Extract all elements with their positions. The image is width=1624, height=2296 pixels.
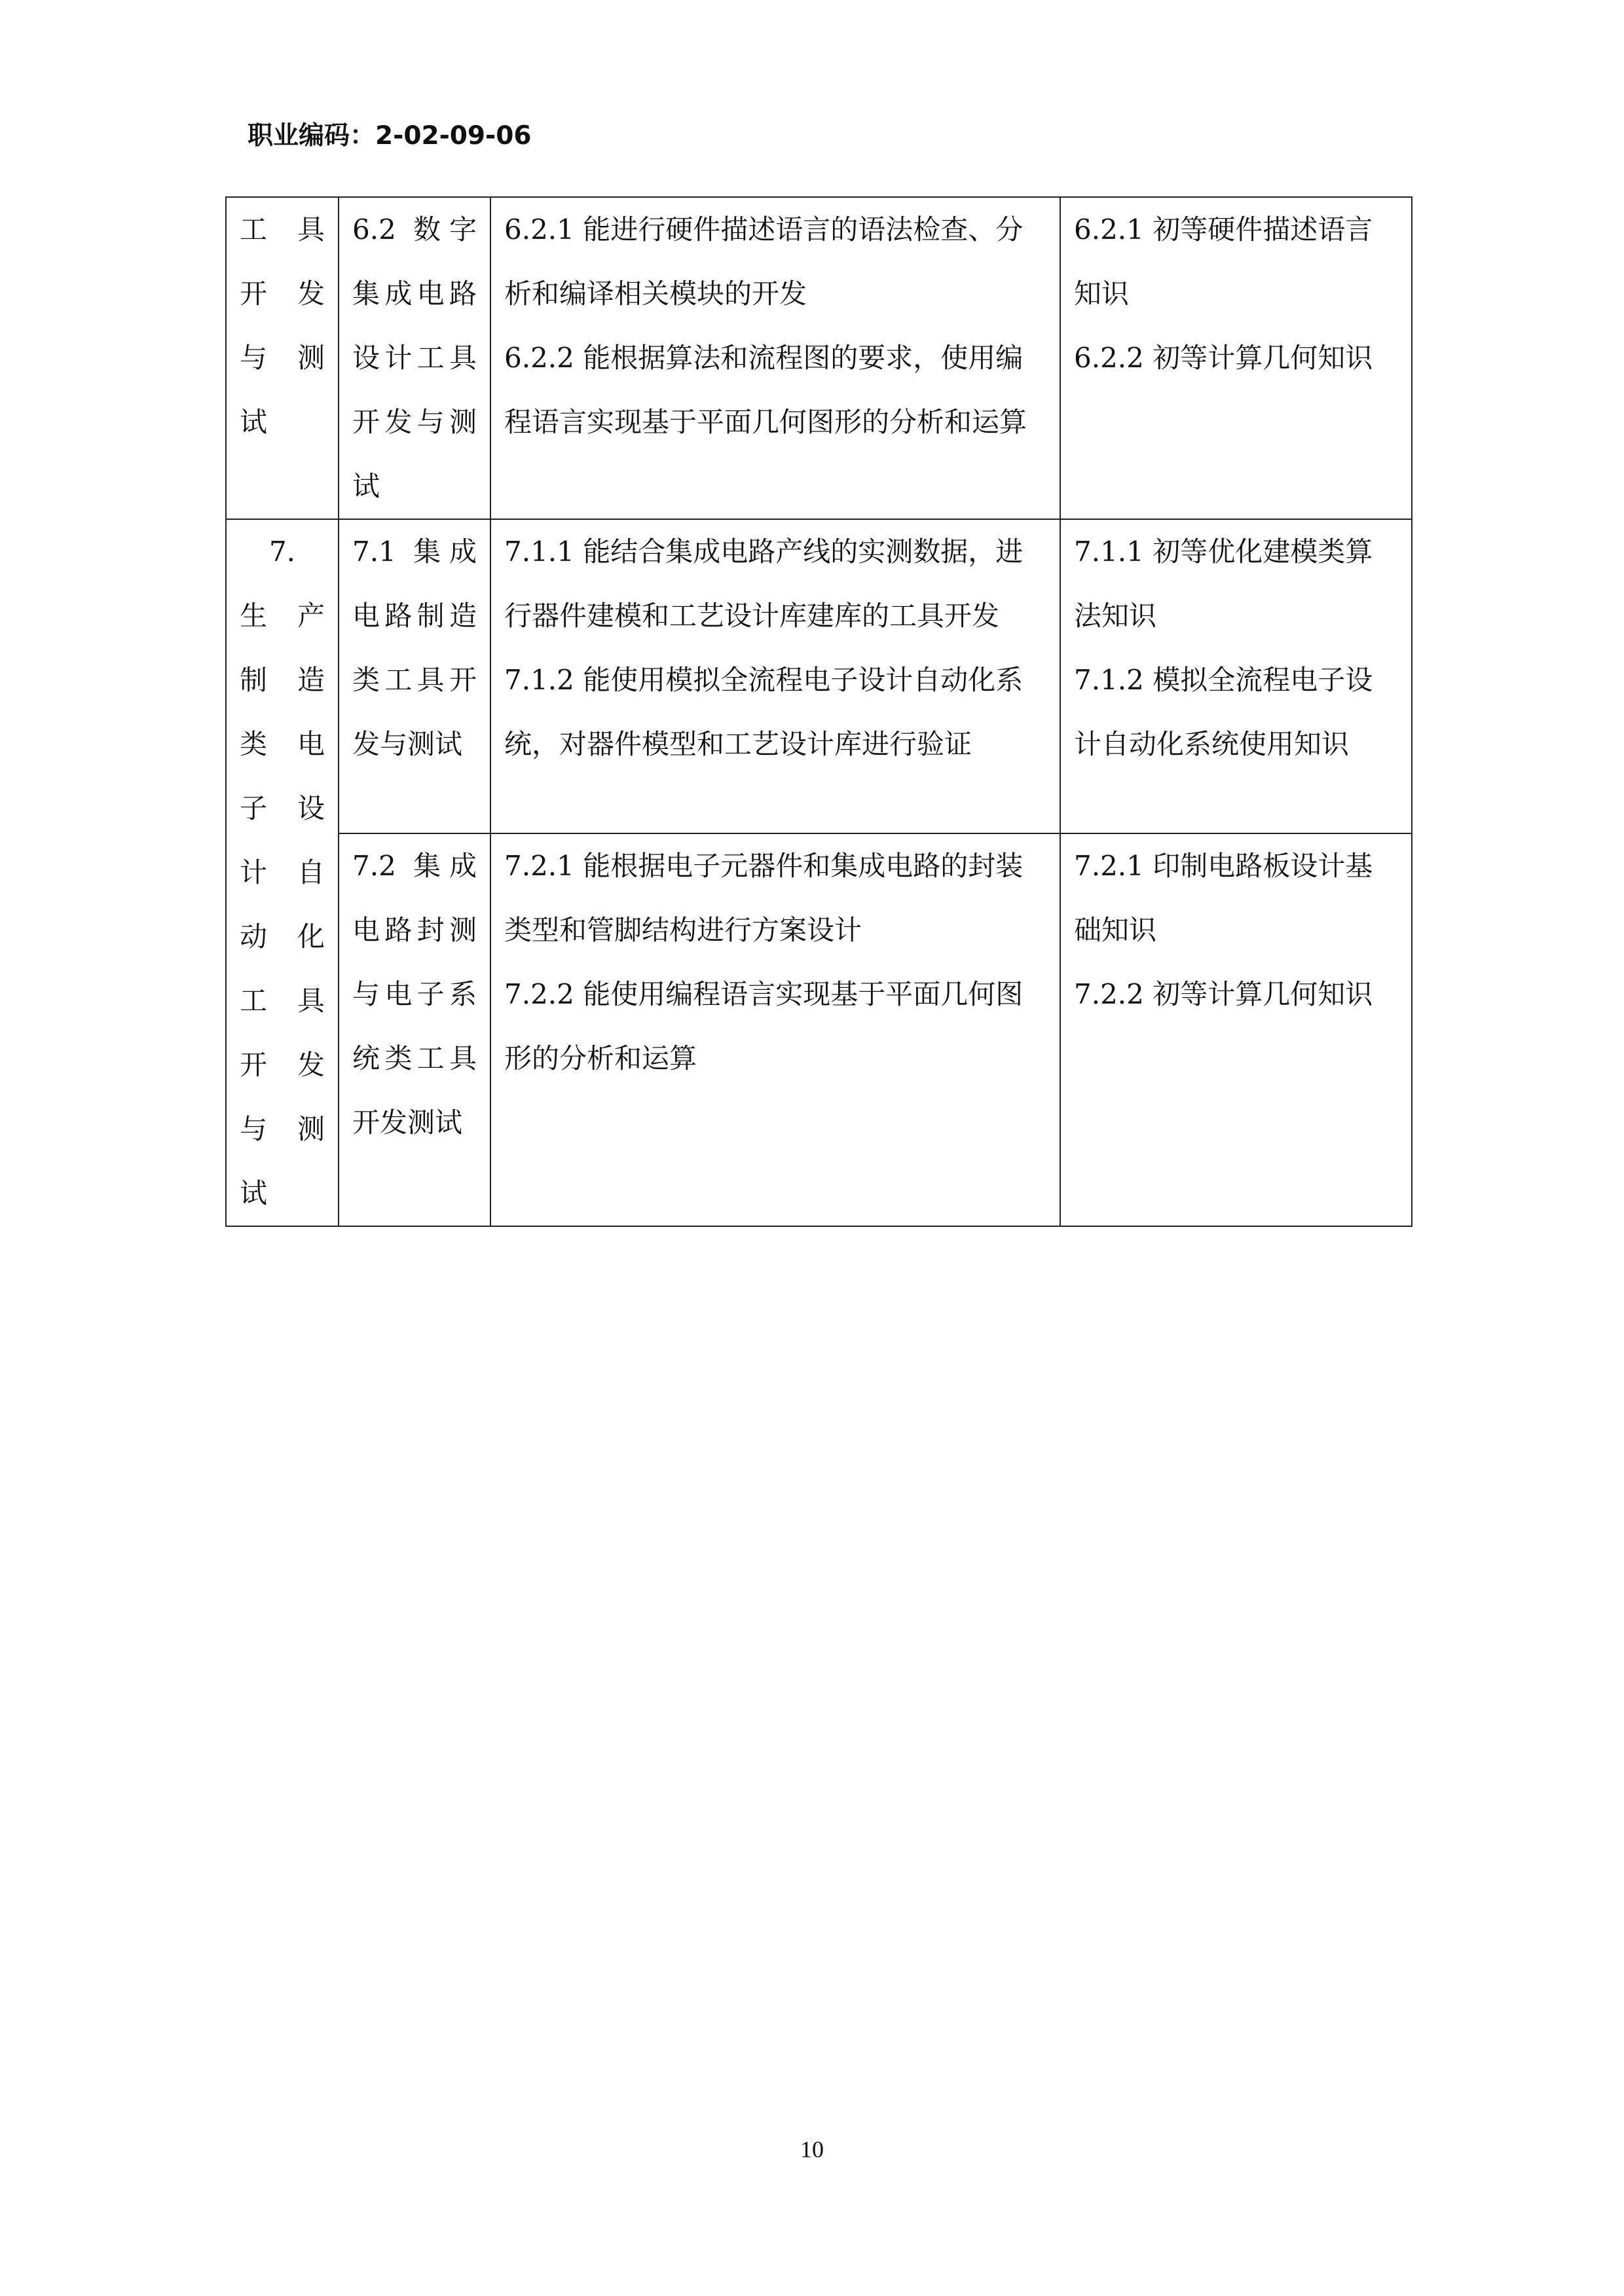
table-row xyxy=(226,833,1412,1226)
knowledge-cell xyxy=(1060,197,1412,519)
work-content-line: 制 造 xyxy=(240,664,325,696)
work-content-line: 试 xyxy=(240,406,268,438)
work-content-line: 7. xyxy=(268,536,296,568)
page-number: 10 xyxy=(800,2136,824,2162)
skill-requirements-cell xyxy=(490,833,1060,1226)
skill-unit-text: 6.2 数字集成电路设计工具开发与测试 xyxy=(352,213,477,502)
work-content-line: 计 自 xyxy=(240,856,325,888)
skill-requirements-cell xyxy=(490,197,1060,519)
skill-unit-cell xyxy=(339,833,490,1226)
skill-item: 7.1.1 能结合集成电路产线的实测数据，进行器件建模和工艺设计库建库的工具开发 xyxy=(504,536,1024,632)
work-content-line: 开 发 xyxy=(240,1049,325,1081)
knowledge-item: 7.1.2 模拟全流程电子设计自动化系统使用知识 xyxy=(1074,664,1373,760)
knowledge-item: 7.2.2 初等计算几何知识 xyxy=(1074,978,1373,1011)
work-content-line: 子 设 xyxy=(240,792,325,824)
work-content-line: 动 化 xyxy=(240,920,325,953)
knowledge-item: 6.2.2 初等计算几何知识 xyxy=(1074,342,1373,374)
work-content-cell xyxy=(226,197,339,519)
knowledge-cell xyxy=(1060,519,1412,833)
skill-requirements-cell xyxy=(490,519,1060,833)
skill-item: 6.2.2 能根据算法和流程图的要求，使用编程语言实现基于平面几何图形的分析和运算 xyxy=(504,342,1027,438)
work-content-line: 与 测 xyxy=(240,1113,325,1145)
occupation-code: 职业编码：2-02-09-06 xyxy=(248,121,532,151)
work-content-line: 工 具 xyxy=(240,213,325,246)
work-content-line: 类 电 xyxy=(240,728,325,760)
skills-table xyxy=(225,196,1412,1227)
work-content-line: 工 具 xyxy=(240,985,325,1017)
work-content-line: 试 xyxy=(240,1177,268,1209)
table-row xyxy=(226,197,1412,519)
knowledge-cell xyxy=(1060,833,1412,1226)
skill-item: 6.2.1 能进行硬件描述语言的语法检查、分析和编译相关模块的开发 xyxy=(504,213,1024,310)
skill-unit-cell xyxy=(339,519,490,833)
skill-unit-text: 7.2 集成电路封测与电子系统类工具开发测试 xyxy=(352,850,477,1139)
skill-item: 7.2.2 能使用编程语言实现基于平面几何图形的分析和运算 xyxy=(504,978,1024,1075)
skill-unit-cell xyxy=(339,197,490,519)
work-content-line: 生 产 xyxy=(240,600,325,632)
work-content-cell xyxy=(226,519,339,1226)
skill-item: 7.2.1 能根据电子元器件和集成电路的封装类型和管脚结构进行方案设计 xyxy=(504,850,1024,947)
work-content-line: 开 发 xyxy=(240,278,325,310)
skill-item: 7.1.2 能使用模拟全流程电子设计自动化系统，对器件模型和工艺设计库进行验证 xyxy=(504,664,1024,760)
work-content-line: 与 测 xyxy=(240,342,325,374)
knowledge-item: 6.2.1 初等硬件描述语言知识 xyxy=(1074,213,1373,310)
skill-unit-text: 7.1 集成电路制造类工具开发与测试 xyxy=(352,536,477,760)
knowledge-item: 7.2.1 印制电路板设计基础知识 xyxy=(1074,850,1373,947)
table-row xyxy=(226,519,1412,833)
knowledge-item: 7.1.1 初等优化建模类算法知识 xyxy=(1074,536,1373,632)
